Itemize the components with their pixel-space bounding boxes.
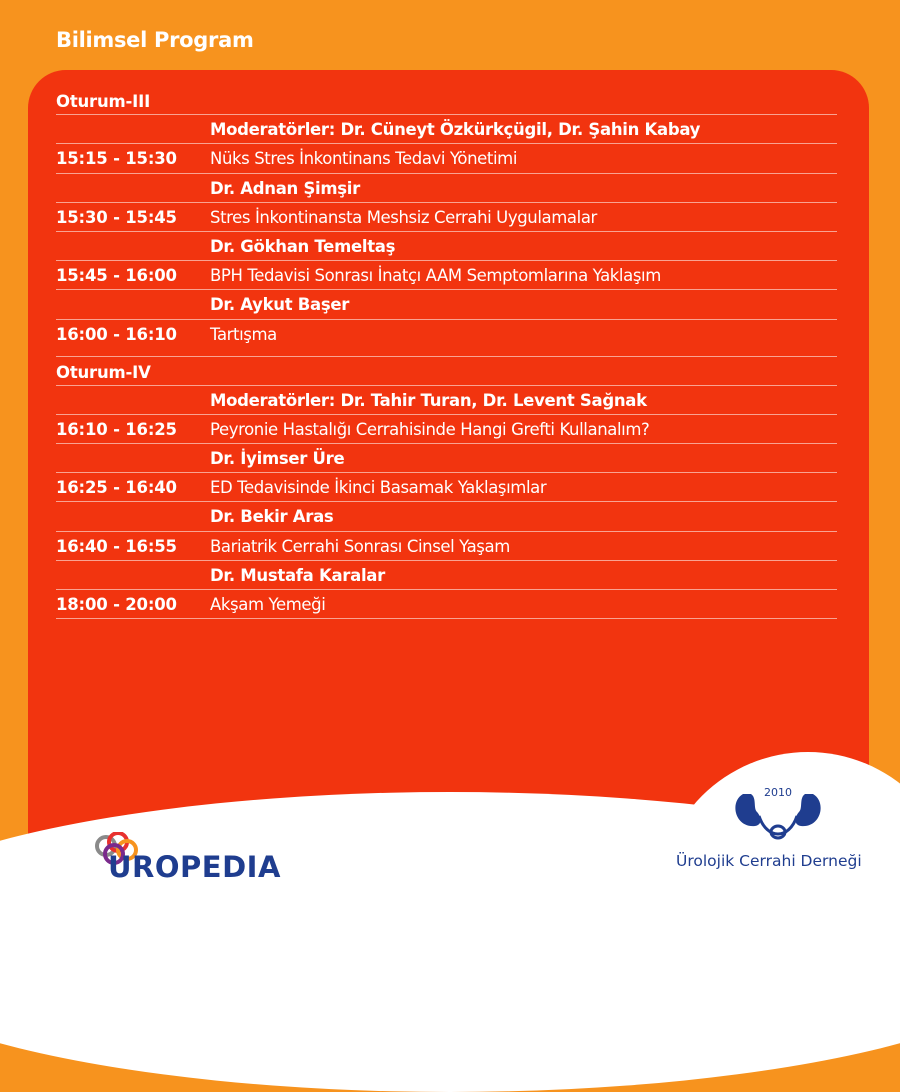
schedule-row [56, 203, 837, 232]
time-slot: 15:30 - 15:45 [56, 207, 177, 227]
speaker-name: Moderatörler: Dr. Cüneyt Özkürkçügil, Dr. Şahin Kabay [210, 120, 701, 140]
speaker-name: Dr. Aykut Başer [210, 295, 350, 315]
schedule-row [56, 144, 837, 173]
speaker-name: Dr. İyimser Üre [210, 449, 345, 469]
uropedia-wordmark: UROPEDIA [108, 850, 281, 884]
schedule-row [56, 115, 837, 144]
uropedia-logo [94, 832, 284, 882]
schedule-row [56, 232, 837, 261]
schedule-row [56, 561, 837, 590]
speaker-name: Dr. Bekir Aras [210, 507, 334, 527]
schedule-row [56, 320, 837, 357]
kidney-emblem-icon [733, 780, 823, 850]
talk-title: BPH Tedavisi Sonrası İnatçı AAM Semptomlarına Yaklaşım [210, 266, 661, 286]
session-title: Oturum-III [56, 92, 151, 111]
schedule-row [56, 174, 837, 203]
speaker-name: Dr. Gökhan Temeltaş [210, 236, 396, 256]
time-slot: 16:40 - 16:55 [56, 536, 177, 556]
speaker-name: Moderatörler: Dr. Tahir Turan, Dr. Levent Sağnak [210, 390, 647, 410]
schedule-row [56, 473, 837, 502]
schedule-row [56, 590, 837, 619]
page-title: Bilimsel Program [56, 28, 254, 52]
schedule-row [56, 502, 837, 531]
schedule-row [56, 290, 837, 319]
schedule-row [56, 444, 837, 473]
schedule-table [56, 86, 837, 619]
time-slot: 15:45 - 16:00 [56, 266, 177, 286]
schedule-row [56, 415, 837, 444]
talk-title: Bariatrik Cerrahi Sonrası Cinsel Yaşam [210, 536, 510, 556]
session-header-row [56, 86, 837, 115]
talk-title: Peyronie Hastalığı Cerrahisinde Hangi Grefti Kullanalım? [210, 419, 650, 439]
time-slot: 15:15 - 15:30 [56, 149, 177, 169]
time-slot: 16:25 - 16:40 [56, 478, 177, 498]
ucd-organization-name: Ürolojik Cerrahi Derneği [676, 852, 862, 870]
emblem-year: 2010 [764, 786, 792, 799]
talk-title: ED Tedavisinde İkinci Basamak Yaklaşımlar [210, 478, 547, 498]
time-slot: 18:00 - 20:00 [56, 595, 177, 614]
schedule-row [56, 261, 837, 290]
speaker-name: Dr. Mustafa Karalar [210, 565, 385, 585]
speaker-name: Dr. Adnan Şimşir [210, 178, 360, 198]
talk-title: Tartışma [210, 324, 277, 344]
session-title: Oturum-IV [56, 362, 151, 382]
talk-title: Stres İnkontinansta Meshsiz Cerrahi Uygulamalar [210, 207, 597, 227]
talk-title: Akşam Yemeği [210, 595, 326, 614]
schedule-row [56, 532, 837, 561]
time-slot: 16:00 - 16:10 [56, 324, 177, 344]
session-header-row [56, 357, 837, 386]
time-slot: 16:10 - 16:25 [56, 419, 177, 439]
talk-title: Nüks Stres İnkontinans Tedavi Yönetimi [210, 149, 518, 169]
schedule-row [56, 386, 837, 415]
